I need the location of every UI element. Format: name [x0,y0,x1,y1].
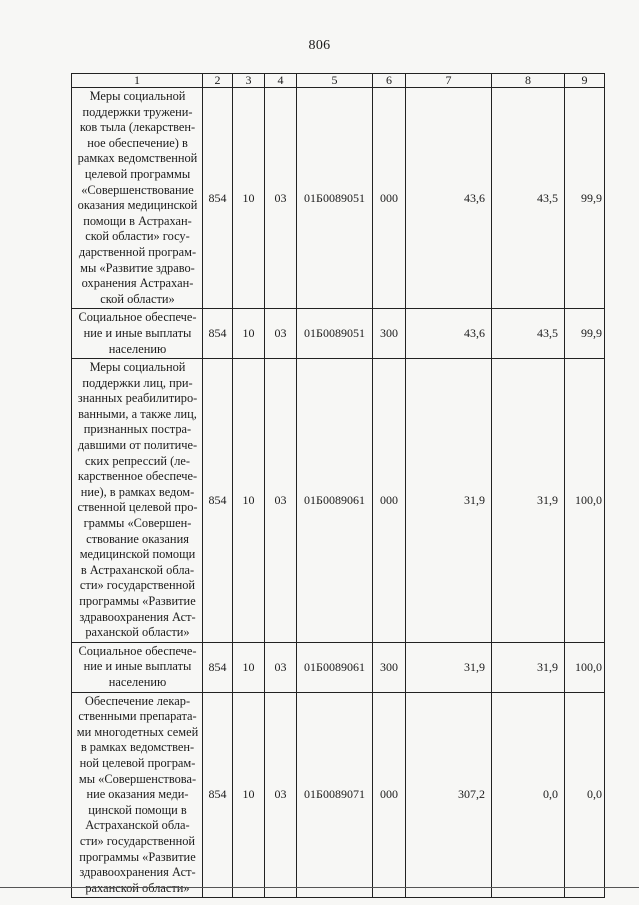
row-description: Обеспечение лекар- ственными препарата- ми многодетных семей в рамках ведомствен- ной целевой програм- мы «Совершенствова- ние оказания меди- цинской помощи в Астраханской обла- сти» государственной программы «Развитие здравоохранения Аст- раханской области» [72,692,203,898]
cell-col-8: 43,5 [492,88,565,309]
row-description: Меры социальной поддержки тружени- ков тыла (лекарствен- ное обеспечение) в рамках ведомственной целевой программы «Совершенствование оказания медицинской помощи в Астрахан- ской области» госу- дарственной програм- мы «Развитие здраво- охранения Астрахан- ской области» [72,88,203,309]
table-row [72,359,605,643]
cell-col-5: 01Б0089061 [297,642,373,692]
cell-col-9: 0,0 [565,692,605,898]
row-description: Социальное обеспече- ние и иные выплаты населению [72,309,203,359]
cell-col-3: 10 [233,642,265,692]
budget-table [71,73,605,898]
header-cell-4: 4 [265,74,297,88]
header-cell-2: 2 [203,74,233,88]
cell-col-5: 01Б0089061 [297,359,373,643]
row-description: Социальное обеспече- ние и иные выплаты населению [72,642,203,692]
cell-col-5: 01Б0089051 [297,309,373,359]
cell-col-3: 10 [233,359,265,643]
cell-col-7: 31,9 [406,359,492,643]
cell-col-4: 03 [265,359,297,643]
cell-col-9: 99,9 [565,88,605,309]
cell-col-8: 43,5 [492,309,565,359]
cell-col-7: 31,9 [406,642,492,692]
cell-col-9: 100,0 [565,359,605,643]
cell-col-8: 31,9 [492,359,565,643]
cell-col-2: 854 [203,642,233,692]
table-row [72,309,605,359]
cell-col-6: 000 [373,88,406,309]
header-cell-1: 1 [72,74,203,88]
cell-col-5: 01Б0089071 [297,692,373,898]
cell-col-7: 307,2 [406,692,492,898]
page-number: 806 [308,38,331,53]
cell-col-4: 03 [265,309,297,359]
cell-col-6: 300 [373,309,406,359]
cell-col-3: 10 [233,88,265,309]
cell-col-4: 03 [265,692,297,898]
cell-col-9: 100,0 [565,642,605,692]
cell-col-3: 10 [233,692,265,898]
cell-col-2: 854 [203,309,233,359]
table-row [72,88,605,309]
cell-col-6: 000 [373,359,406,643]
table-row [72,692,605,898]
header-cell-5: 5 [297,74,373,88]
header-cell-6: 6 [373,74,406,88]
table-row [72,642,605,692]
header-cell-9: 9 [565,74,605,88]
cell-col-2: 854 [203,692,233,898]
cell-col-2: 854 [203,359,233,643]
table-header-row [72,74,605,88]
header-cell-3: 3 [233,74,265,88]
cell-col-6: 000 [373,692,406,898]
header-cell-7: 7 [406,74,492,88]
cell-col-7: 43,6 [406,88,492,309]
page-bottom-rule [0,887,639,888]
cell-col-4: 03 [265,642,297,692]
cell-col-2: 854 [203,88,233,309]
cell-col-7: 43,6 [406,309,492,359]
header-cell-8: 8 [492,74,565,88]
cell-col-6: 300 [373,642,406,692]
cell-col-5: 01Б0089051 [297,88,373,309]
row-description: Меры социальной поддержки лиц, при- знанных реабилитиро- ванными, а также лиц, признанных постра- давшими от политиче- ских репрессий (ле- карственное обеспече- ние), в рамках ведом- ственной целевой про- граммы «Совершен- ствование оказания медицинской помощи в Астраханской обла- сти» государственной программы «Развитие здравоохранения Аст- раханской области» [72,359,203,643]
cell-col-4: 03 [265,88,297,309]
cell-col-8: 0,0 [492,692,565,898]
cell-col-8: 31,9 [492,642,565,692]
cell-col-9: 99,9 [565,309,605,359]
cell-col-3: 10 [233,309,265,359]
